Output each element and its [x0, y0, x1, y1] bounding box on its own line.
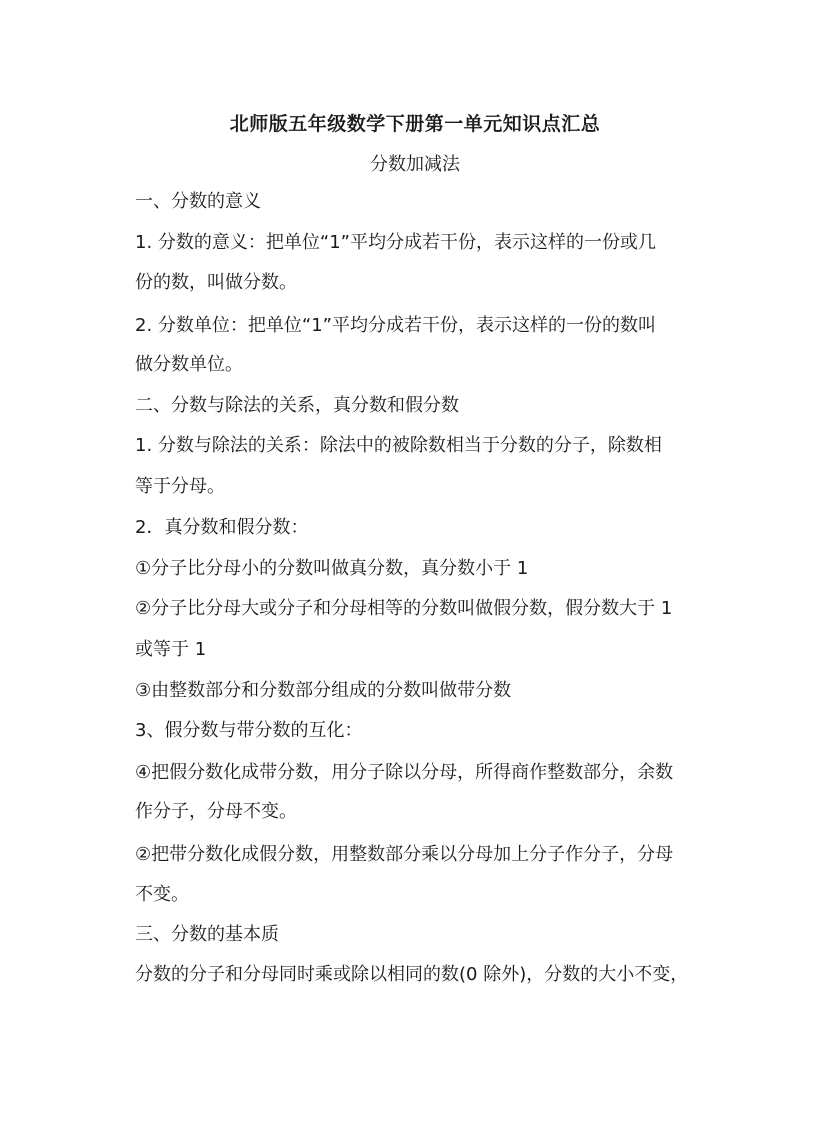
text-line: 或等于 1: [135, 639, 207, 660]
section-heading: 一、分数的意义: [135, 191, 261, 212]
text-line: ④把假分数化成带分数，用分子除以分母，所得商作整数部分，余数: [135, 762, 674, 783]
text-line: 分数的分子和分母同时乘或除以相同的数(0 除外)，分数的大小不变，: [135, 964, 689, 985]
text-line: 份的数，叫做分数。: [135, 272, 297, 293]
text-line: 1. 分数与除法的关系：除法中的被除数相当于分数的分子，除数相: [135, 435, 662, 456]
text-line: ②分子比分母大或分子和分母相等的分数叫做假分数，假分数大于 1: [135, 598, 673, 619]
text-line: 作分子，分母不变。: [135, 801, 297, 822]
text-line: ③由整数部分和分数部分组成的分数叫做带分数: [135, 680, 512, 701]
text-line: 3、假分数与带分数的互化：: [135, 720, 363, 741]
text-line: 2. 分数单位：把单位“1”平均分成若干份，表示这样的一份的数叫: [135, 315, 656, 336]
text-line: ①分子比分母小的分数叫做真分数，真分数小于 1: [135, 558, 529, 579]
document-title: 北师版五年级数学下册第一单元知识点汇总: [229, 113, 601, 135]
text-line: 1. 分数的意义：把单位“1”平均分成若干份，表示这样的一份或几: [135, 232, 656, 253]
document-subtitle: 分数加减法: [370, 154, 460, 175]
text-line: ②把带分数化成假分数，用整数部分乘以分母加上分子作分子，分母: [135, 844, 674, 865]
text-line: 2．真分数和假分数：: [135, 517, 309, 538]
section-heading: 三、分数的基本质: [135, 924, 279, 945]
text-line: 不变。: [135, 884, 189, 905]
section-heading: 二、分数与除法的关系，真分数和假分数: [135, 395, 459, 416]
text-line: 做分数单位。: [135, 354, 243, 375]
text-line: 等于分母。: [135, 476, 225, 497]
